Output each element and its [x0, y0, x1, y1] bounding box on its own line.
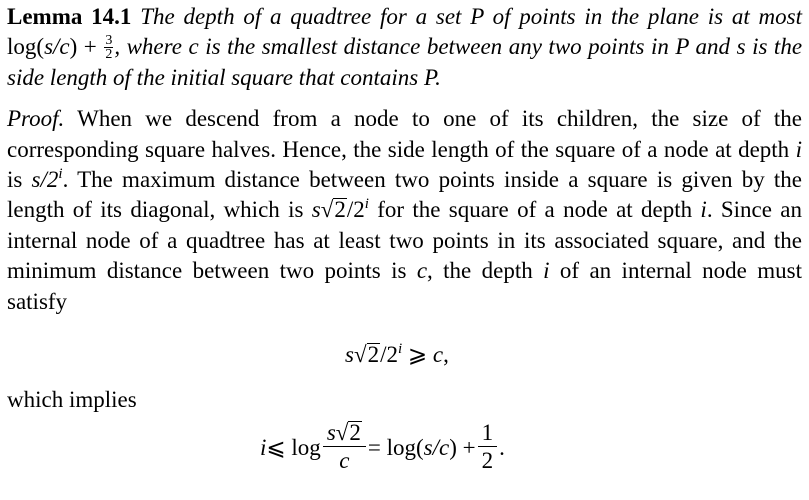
page	[7, 2, 803, 473]
fraction-s-sqrt2-over-c: $\frac{s√2}{c}$	[325, 420, 364, 475]
fraction-three-halves: $\frac{3}{2}$	[105, 32, 113, 62]
square-root: √2	[320, 197, 346, 223]
lemma-statement: Lemma 14.1 The depth of a quadtree for a set P of points in the plane is at most log(s/c) + $\frac{3}{2}$ , where c is the smallest distance between any two points in P and s is the side length of the initial square that contains P.	[7, 4, 803, 90]
square-root: √2	[335, 420, 361, 445]
square-root: √2	[353, 342, 380, 367]
proof-label: Proof.	[7, 106, 65, 132]
proof-paragraph: Proof. When we descend from a node to one of its children, the size of the corresponding square halves. Hence, the side length of the square of a node at depth i is s/2$^i$. The maximum distance between two points inside a square is given by the length of its diagonal, which is s√2/2$^i$ for the square of a node at depth i. Since an internal node of a quadtree has at least two points in its associated square, and the minimum distance between two points is c, the depth i of an internal node must satisfy	[7, 106, 803, 314]
fraction-one-half: $\frac{1}{2}$	[480, 420, 496, 475]
lemma-label: Lemma 14.1	[7, 4, 132, 29]
equation-depth-bound: i ⩽ log $\frac{s√2}{c}$ = log( s/c ) + $\frac{1}{2}$ .	[260, 420, 505, 473]
implies-text: which implies	[7, 387, 137, 412]
equation-inequality: s√2/2$^i$ ⩾ c,	[345, 340, 449, 370]
